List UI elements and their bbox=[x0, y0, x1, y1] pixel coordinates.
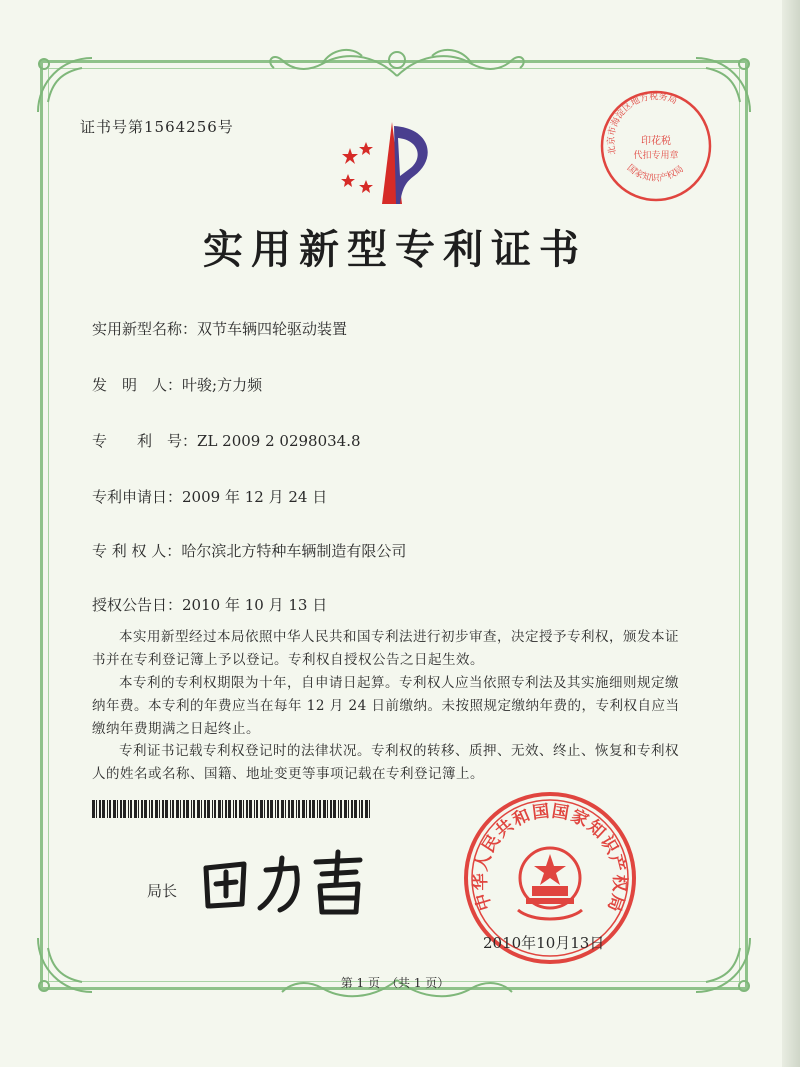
field-application-date bbox=[92, 486, 327, 507]
field-inventors bbox=[92, 374, 262, 395]
field-grant-date bbox=[92, 594, 327, 615]
field-label: 授权公告日： bbox=[92, 596, 183, 614]
body-paragraph-2: 本专利的专利权期限为十年，自申请日起算。专利权人应当依照专利法及其实施细则规定缴纳年费。本专利的年费应当在每年 12 月 24 日前缴纳。未按照规定缴纳年费的，专利权自应当缴纳年费期满之日起终止。 bbox=[92, 675, 680, 737]
field-value: 2010 年 10 月 13 日 bbox=[182, 596, 328, 614]
body-paragraph-1: 本实用新型经过本局依照中华人民共和国专利法进行初步审查，决定授予专利权，颁发本证书并在专利登记簿上予以登记。专利权自授权公告之日起生效。 bbox=[92, 629, 679, 668]
certificate-number: 证书号第1564256号 bbox=[80, 118, 234, 136]
page-number: 第 1 页 （共 1 页） bbox=[340, 976, 450, 990]
field-utility-model-name bbox=[92, 318, 347, 339]
field-patent-number bbox=[92, 430, 361, 451]
seal-line-2: 代扣专用章 bbox=[633, 151, 679, 161]
field-label: 专 利 权 人： bbox=[92, 542, 182, 560]
field-value: ZL 2009 2 0298034.8 bbox=[197, 432, 361, 450]
patent-office-logo bbox=[330, 118, 440, 210]
seal-date: 2010年10月13日 bbox=[483, 934, 605, 952]
director-label: 局长 bbox=[147, 882, 178, 900]
certificate-title: 实用新型专利证书 bbox=[203, 226, 587, 273]
field-label: 专利申请日： bbox=[92, 488, 183, 506]
field-value: 哈尔滨北方特种车辆制造有限公司 bbox=[181, 542, 407, 560]
top-floral-ornament bbox=[262, 42, 532, 82]
field-value: 2009 年 12 月 24 日 bbox=[182, 488, 328, 506]
body-paragraph-3: 专利证书记载专利权登记时的法律状况。专利权的转移、质押、无效、终止、恢复和专利权人的姓名或名称、国籍、地址变更等事项记载在专利登记簿上。 bbox=[92, 743, 679, 782]
corner-ornament-top-left bbox=[32, 52, 102, 122]
barcode bbox=[92, 800, 374, 818]
seal-bottom-text: 国家知识产权局 bbox=[624, 163, 686, 185]
field-value: 叶骏;方力频 bbox=[182, 376, 263, 394]
director-signature bbox=[196, 848, 374, 918]
svg-text:国家知识产权局 bbox=[625, 162, 686, 184]
field-label: 实用新型名称： bbox=[92, 320, 198, 338]
field-value: 双节车辆四轮驱动装置 bbox=[197, 320, 348, 338]
seal-ring-text: 北京市海淀区地方税务局 bbox=[606, 92, 679, 156]
field-label: 发 明 人： bbox=[92, 376, 183, 394]
field-label: 专 利 号： bbox=[92, 432, 198, 450]
seal-line-1: 印花税 bbox=[641, 136, 671, 147]
seal-ring-text: 中华人民共和国国家知识产权局 bbox=[470, 801, 630, 916]
stamp-duty-seal bbox=[598, 88, 714, 204]
scan-edge bbox=[782, 0, 800, 1067]
field-patentee bbox=[92, 540, 406, 561]
